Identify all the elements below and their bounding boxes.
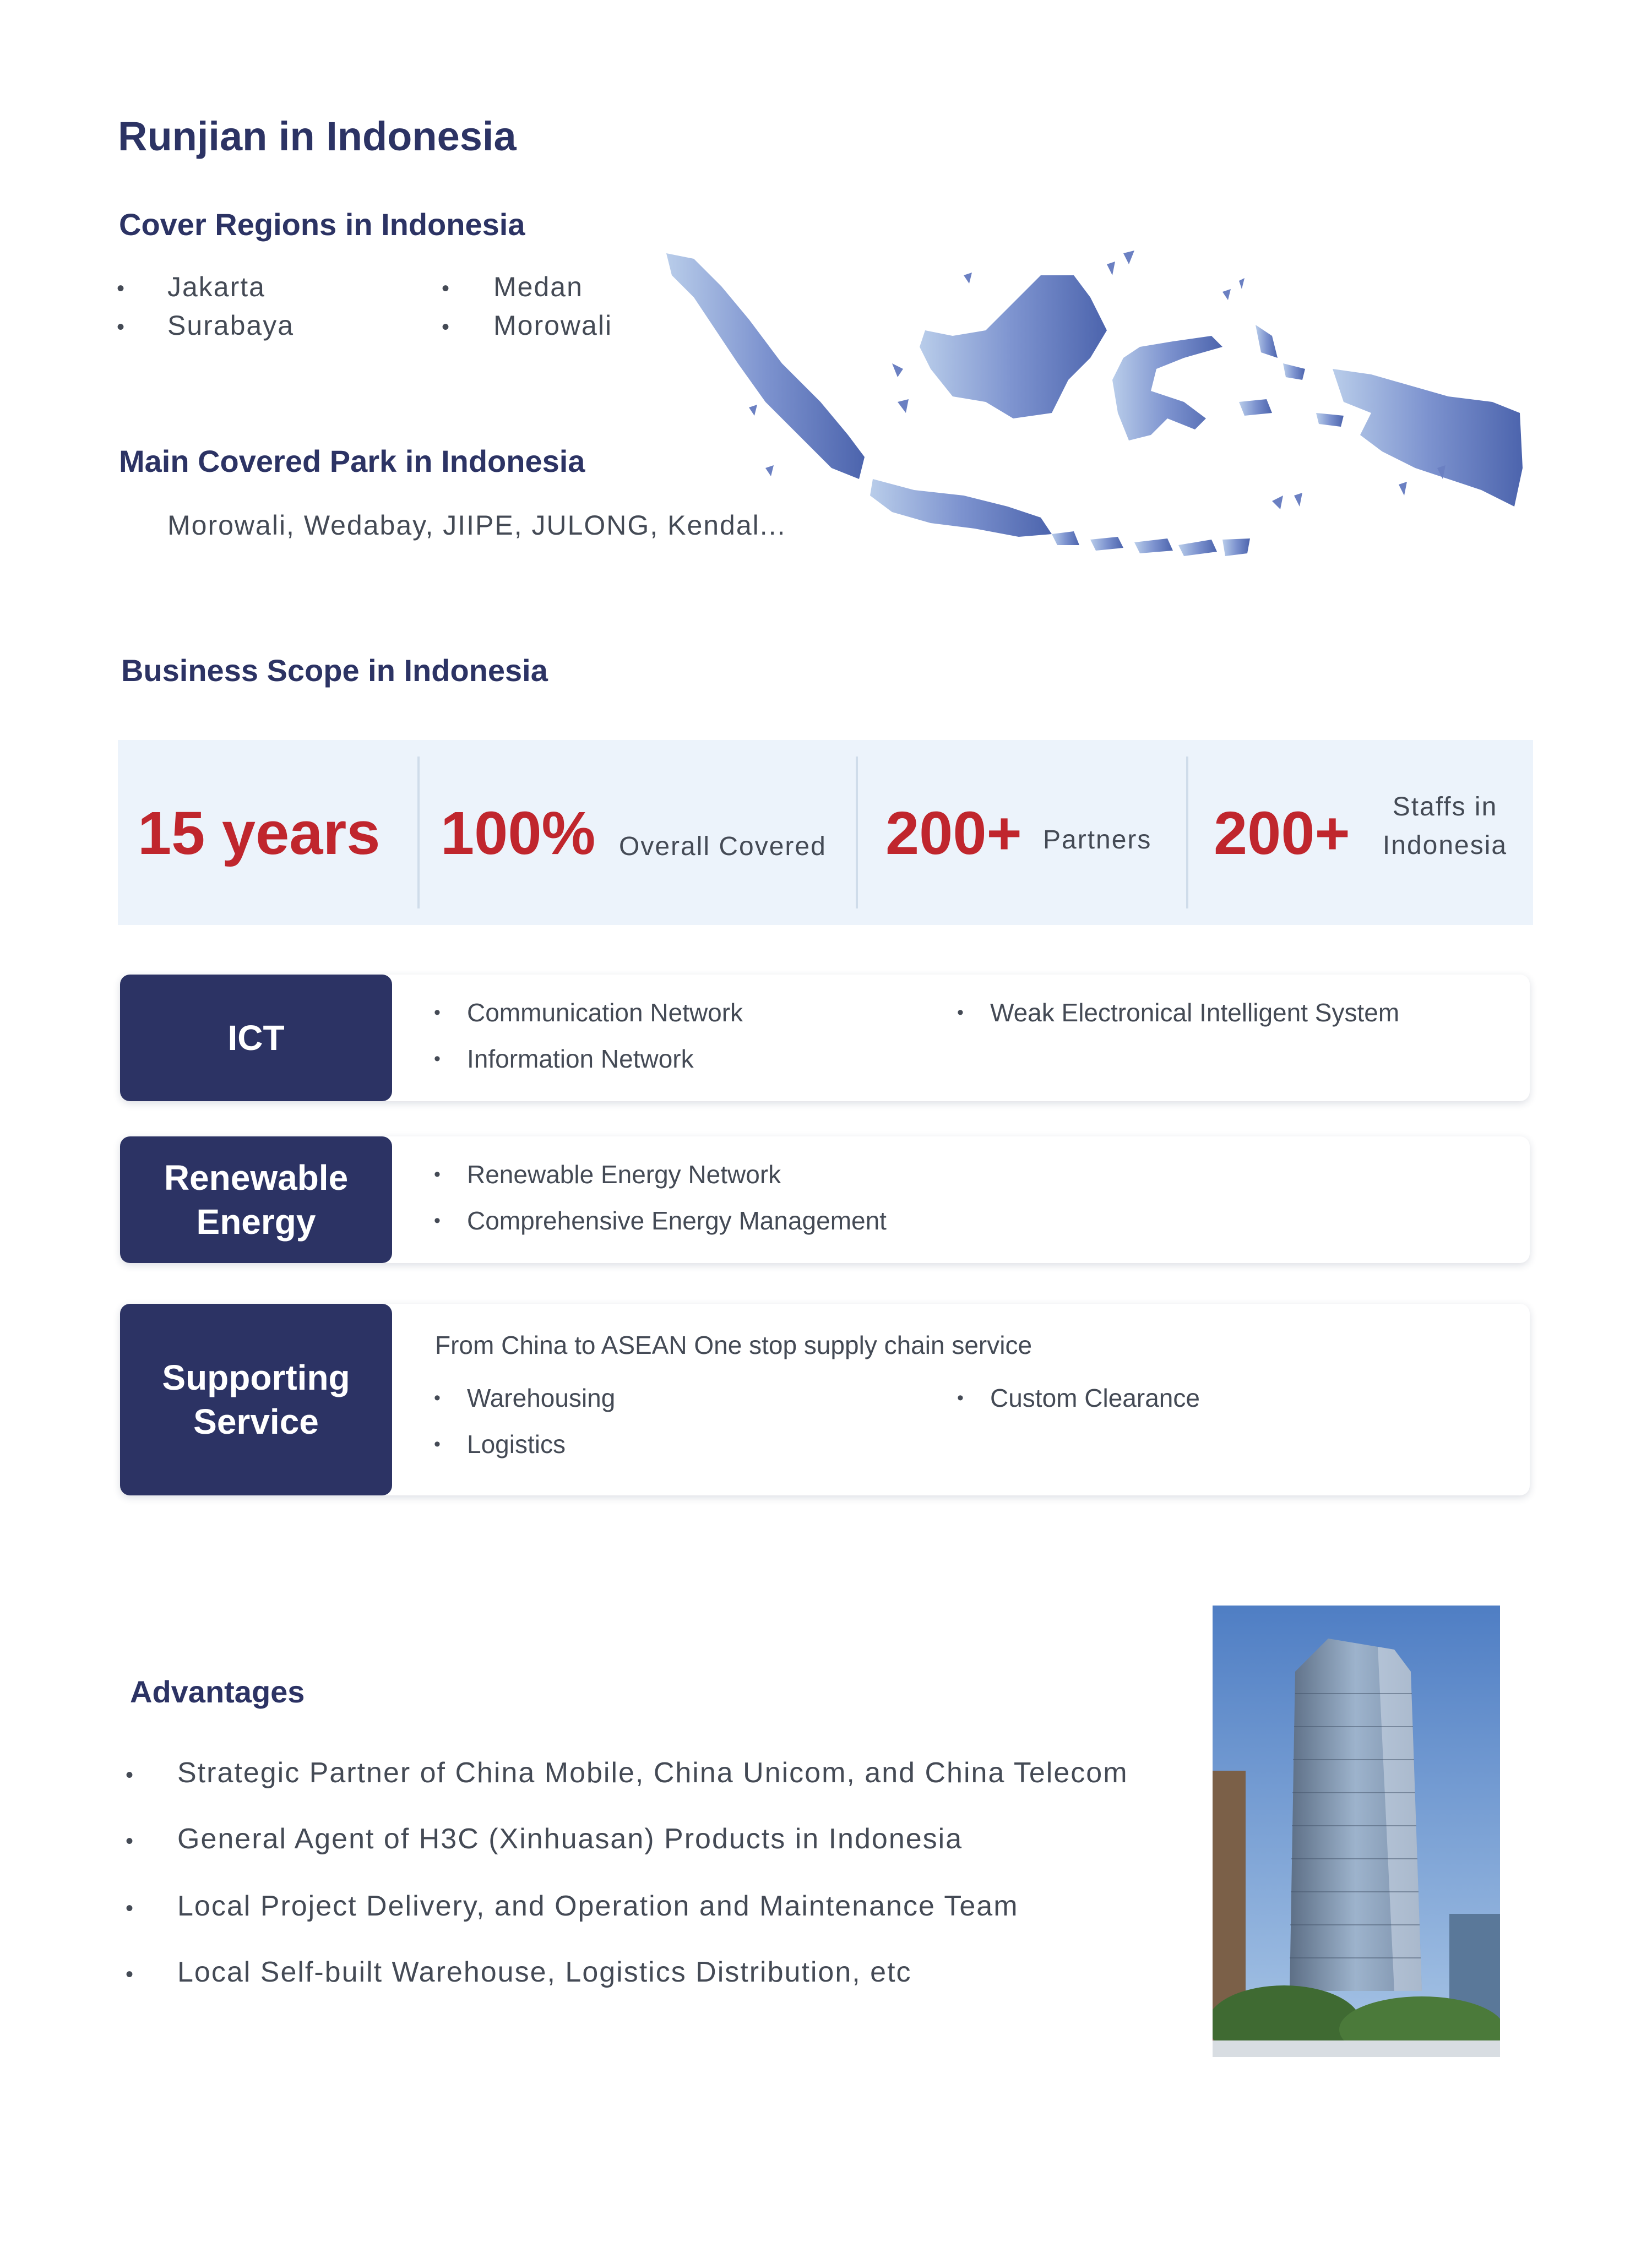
bullet-dot: • xyxy=(442,315,450,339)
service-item: Weak Electronical Intelligent System xyxy=(990,998,1400,1027)
stat-years-value: 15 years xyxy=(138,799,381,867)
advantage-item: Strategic Partner of China Mobile, China Unicom, and China Telecom xyxy=(177,1757,1128,1789)
bullet-dot: • xyxy=(126,1896,134,1920)
bullet-dot: • xyxy=(957,1387,964,1408)
service-card-title xyxy=(120,1304,392,1495)
service-intro: From China to ASEAN One stop supply chain service xyxy=(435,1331,1032,1359)
service-item: Renewable Energy Network xyxy=(467,1160,781,1189)
cover-regions-heading: Cover Regions in Indonesia xyxy=(119,207,525,242)
region-item: Morowali xyxy=(493,310,613,341)
stat-staff-label-line1: Staffs in xyxy=(1392,792,1498,821)
service-item: Warehousing xyxy=(467,1384,616,1412)
bullet-dot: • xyxy=(434,1387,441,1408)
page-title: Runjian in Indonesia xyxy=(118,113,517,159)
title-line: Service xyxy=(193,1402,319,1441)
bullet-dot: • xyxy=(126,1763,134,1787)
stat-partners-label: Partners xyxy=(1043,825,1152,855)
service-card-supporting-service xyxy=(120,1304,1530,1495)
service-card-ict xyxy=(120,975,1530,1101)
divider xyxy=(417,757,420,908)
divider xyxy=(856,757,858,908)
stat-staff-label-line2: Indonesia xyxy=(1382,831,1508,860)
bullet-dot: • xyxy=(117,276,125,301)
bullet-dot: • xyxy=(434,1210,441,1231)
business-scope-heading: Business Scope in Indonesia xyxy=(121,653,548,688)
bullet-dot: • xyxy=(434,1002,441,1023)
service-card-title xyxy=(120,1136,392,1263)
service-item: Communication Network xyxy=(467,998,743,1027)
service-item: Information Network xyxy=(467,1044,694,1073)
title-line: Renewable xyxy=(164,1158,349,1198)
advantage-item: Local Self-built Warehouse, Logistics Distribution, etc xyxy=(177,1956,912,1988)
service-item: Comprehensive Energy Management xyxy=(467,1206,887,1235)
advantage-item: General Agent of H3C (Xinhuasan) Products in Indonesia xyxy=(177,1823,963,1855)
service-item: Custom Clearance xyxy=(990,1384,1200,1412)
office-building-photo xyxy=(1213,1606,1500,2057)
region-item: Surabaya xyxy=(167,310,295,341)
divider xyxy=(1186,757,1188,908)
park-heading: Main Covered Park in Indonesia xyxy=(119,444,585,478)
title-line: Energy xyxy=(196,1202,316,1242)
region-item: Medan xyxy=(493,271,583,302)
stat-coverage-value: 100% xyxy=(441,799,596,867)
stats-band xyxy=(118,740,1533,925)
bullet-dot: • xyxy=(957,1002,964,1023)
park-list: Morowali, Wedabay, JIIPE, JULONG, Kendal... xyxy=(167,510,786,541)
bullet-dot: • xyxy=(117,315,125,339)
title-line: Supporting xyxy=(162,1358,350,1397)
bullet-dot: • xyxy=(126,1829,134,1853)
region-item: Jakarta xyxy=(167,271,265,302)
indonesia-map-icon xyxy=(655,237,1536,589)
stat-partners-value: 200+ xyxy=(885,799,1022,867)
service-card-renewable-energy xyxy=(120,1136,1530,1263)
advantages-heading: Advantages xyxy=(130,1674,305,1709)
bullet-dot: • xyxy=(434,1434,441,1455)
bullet-dot: • xyxy=(442,276,450,301)
bullet-dot: • xyxy=(126,1962,134,1987)
service-card-title: ICT xyxy=(120,975,392,1101)
service-item: Logistics xyxy=(467,1430,566,1459)
stat-staff-value: 200+ xyxy=(1214,799,1350,867)
bullet-dot: • xyxy=(434,1164,441,1185)
stat-coverage-label: Overall Covered xyxy=(619,832,827,861)
bullet-dot: • xyxy=(434,1048,441,1069)
advantage-item: Local Project Delivery, and Operation and Maintenance Team xyxy=(177,1890,1019,1922)
